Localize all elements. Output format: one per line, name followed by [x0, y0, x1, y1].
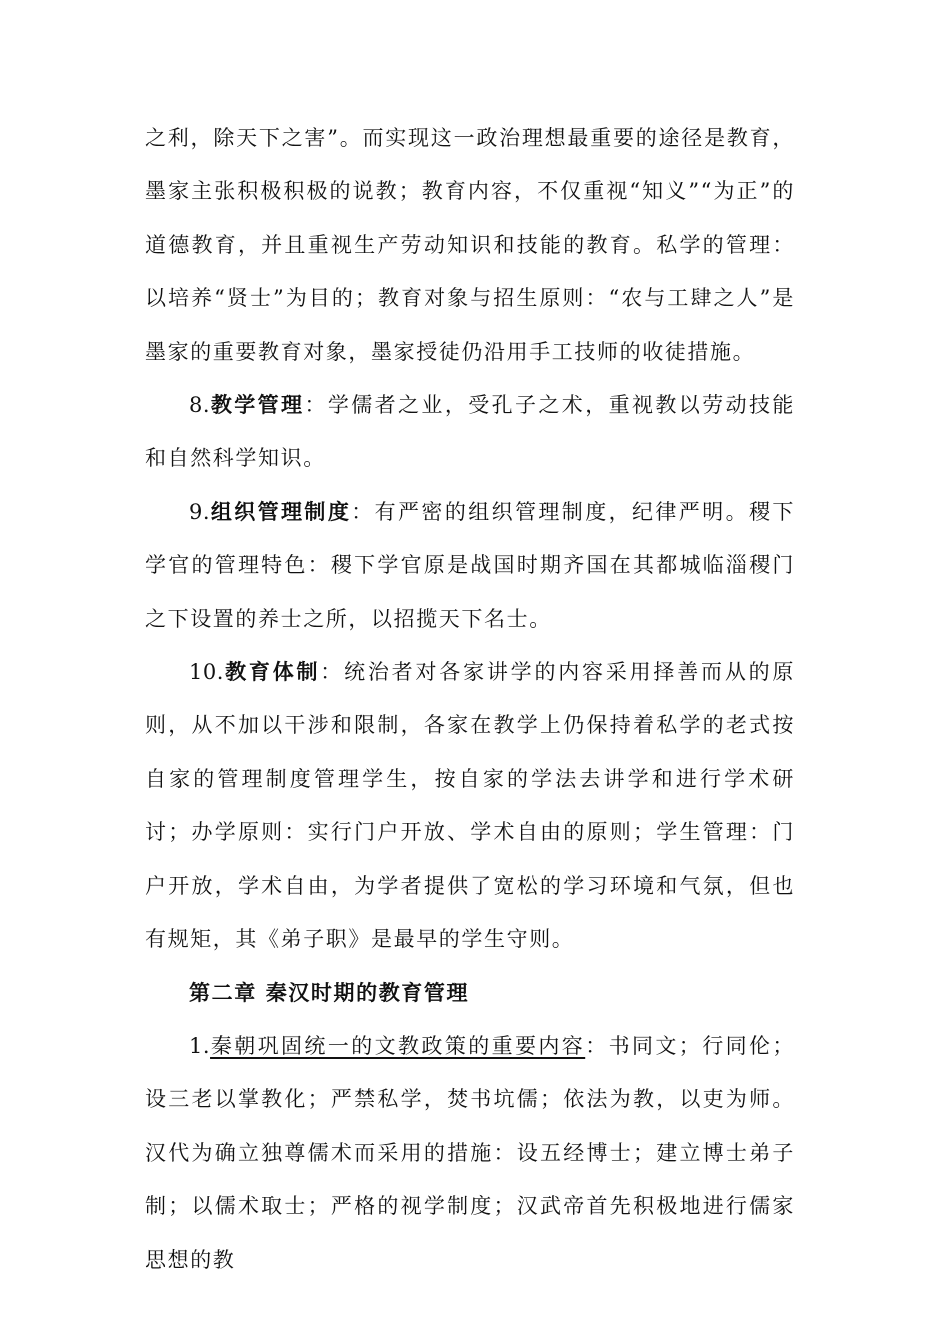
item-text: ：书同文；行同伦；设三老以掌教化；严禁私学，焚书坑儒；依法为教，以吏为师。汉代为确立独尊儒术而采用的措施：设五经博士；建立博士弟子制；以儒术取士；严格的视学制度；汉武帝首先积极地进行儒家思想的教 — [145, 1033, 795, 1272]
item-term-underlined: 秦朝巩固统一的文教政策的重要内容 — [210, 1033, 586, 1058]
paragraph-mohist-education: 之利，除天下之害”。而实现这一政治理想最重要的途径是教育，墨家主张积极积极的说教；教育内容，不仅重视“知义”“为正”的道德教育，并且重视生产劳动知识和技能的教育。私学的管理：以培养“贤士”为目的；教育对象与招生原则：“农与工肆之人”是墨家的重要教育对象，墨家授徒仍沿用手工技师的收徒措施。 — [145, 126, 795, 364]
item-text: ：统治者对各家讲学的内容采用择善而从的原则，从不加以干涉和限制，各家在教学上仍保持着私学的老式按自家的管理制度管理学生，按自家的学法去讲学和进行学术研讨；办学原则：实行门户开放、学术自由的原则；学生管理：门户开放，学术自由，为学者提供了宽松的学习环境和气氛，但也有规矩，其《弟子职》是最早的学生守则。 — [145, 660, 796, 952]
document-page — [145, 112, 795, 1287]
item-term: 教学管理 — [210, 393, 305, 418]
chapter-heading: 第二章 秦汉时期的教育管理 — [189, 980, 470, 1005]
paragraph-organization-management — [145, 486, 795, 646]
item-text: ：学儒者之业，受孔子之术，重视教以劳动技能和自然科学知识。 — [145, 393, 795, 471]
item-term: 组织管理制度 — [210, 499, 352, 524]
item-text: ：有严密的组织管理制度，纪律严明。稷下学官的管理特色：稷下学官原是战国时期齐国在其都城临淄稷门之下设置的养士之所，以招揽天下名士。 — [145, 499, 795, 631]
item-number: 10. — [189, 660, 224, 685]
paragraph-teaching-management — [145, 379, 795, 486]
paragraph-qin-policy — [145, 1020, 795, 1287]
item-number: 9. — [189, 499, 211, 524]
item-number: 1. — [189, 1033, 211, 1058]
item-number: 8. — [189, 393, 211, 418]
paragraph-education-system — [145, 646, 795, 966]
item-term: 教育体制 — [223, 660, 321, 685]
